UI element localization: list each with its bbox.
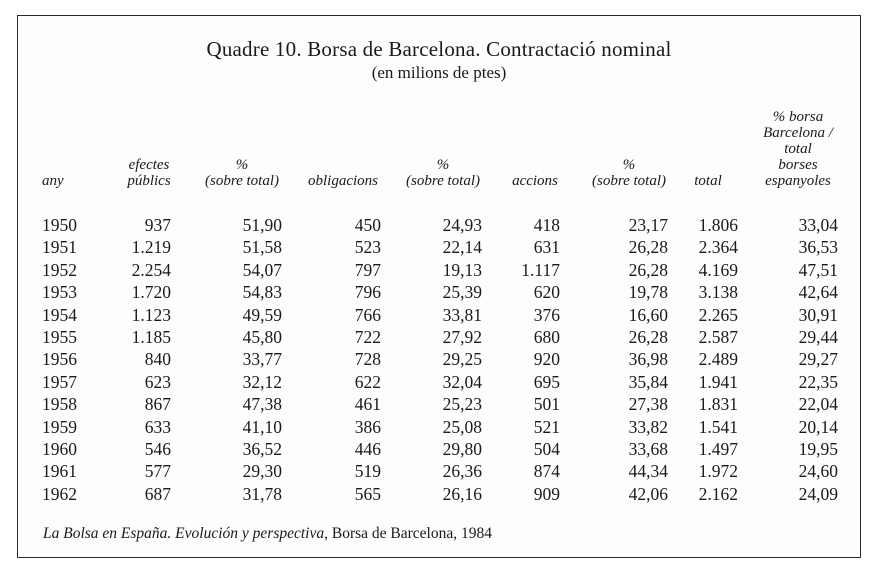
row-year: 1961 [42, 461, 77, 482]
row-year: 1954 [42, 304, 77, 325]
cell-obligacions: 386 [354, 416, 381, 437]
cell-efectes: 2.254 [131, 259, 171, 280]
cell-pct_borsa: 24,60 [798, 461, 838, 482]
cell-pct_accions: 16,60 [628, 304, 668, 325]
cell-obligacions: 523 [354, 237, 381, 258]
cell-pct_obligacions: 29,25 [442, 349, 482, 370]
cell-efectes: 867 [144, 394, 171, 415]
header-pct_efectes: % (sobre total) [204, 157, 280, 189]
cell-obligacions: 450 [354, 215, 381, 235]
cell-obligacions: 565 [354, 483, 381, 504]
cell-efectes: 633 [144, 416, 171, 437]
row-year: 1962 [42, 483, 77, 504]
cell-pct_efectes: 49,59 [242, 304, 282, 325]
cell-pct_obligacions: 26,16 [442, 483, 482, 504]
cell-obligacions: 446 [354, 439, 381, 459]
cell-accions: 504 [533, 439, 560, 459]
header-efectes: efectes públics [127, 157, 171, 189]
cell-total: 2.162 [698, 483, 738, 504]
cell-pct_borsa: 22,04 [798, 394, 838, 415]
cell-obligacions: 622 [354, 371, 381, 392]
header-accions: accions [512, 173, 558, 189]
header-pct_borsa: % borsa Barcelona / total borses espanyoles [763, 109, 833, 189]
cell-accions: 1.117 [521, 259, 560, 280]
row-year: 1955 [42, 327, 77, 347]
cell-efectes: 1.219 [131, 237, 171, 258]
table-subtitle: (en milions de ptes) [371, 63, 507, 82]
row-year: 1951 [42, 237, 77, 258]
cell-total: 1.941 [698, 371, 738, 392]
cell-total: 1.831 [698, 394, 738, 415]
source-title: La Bolsa en España. Evolución y perspectiva [43, 525, 325, 542]
cell-efectes: 577 [144, 461, 171, 482]
cell-pct_obligacions: 19,13 [442, 259, 482, 280]
cell-pct_obligacions: 27,92 [442, 327, 482, 347]
cell-efectes: 840 [144, 349, 171, 370]
cell-pct_efectes: 45,80 [242, 327, 282, 347]
cell-total: 2.587 [698, 327, 738, 347]
cell-pct_accions: 33,82 [628, 416, 668, 437]
cell-accions: 920 [533, 349, 560, 370]
cell-efectes: 1.185 [131, 327, 171, 347]
cell-total: 1.541 [698, 416, 738, 437]
row-year: 1960 [42, 439, 77, 459]
cell-pct_borsa: 20,14 [798, 416, 838, 437]
cell-pct_efectes: 54,07 [242, 259, 282, 280]
cell-pct_obligacions: 24,93 [442, 215, 482, 235]
cell-pct_borsa: 24,09 [798, 483, 838, 504]
cell-pct_efectes: 51,90 [242, 215, 282, 235]
cell-efectes: 546 [144, 439, 171, 459]
cell-total: 2.489 [698, 349, 738, 370]
cell-pct_efectes: 47,38 [242, 394, 282, 415]
cell-pct_efectes: 32,12 [242, 371, 282, 392]
cell-obligacions: 461 [354, 394, 381, 415]
row-year: 1952 [42, 259, 77, 280]
cell-pct_accions: 42,06 [628, 483, 668, 504]
cell-pct_borsa: 30,91 [798, 304, 838, 325]
cell-accions: 631 [533, 237, 560, 258]
cell-pct_obligacions: 32,04 [442, 371, 482, 392]
cell-pct_accions: 44,34 [628, 461, 668, 482]
cell-efectes: 623 [144, 371, 171, 392]
cell-accions: 418 [533, 215, 560, 235]
cell-pct_efectes: 33,77 [242, 349, 282, 370]
cell-obligacions: 519 [354, 461, 381, 482]
cell-pct_accions: 26,28 [628, 259, 668, 280]
cell-accions: 620 [533, 282, 560, 303]
cell-pct_obligacions: 26,36 [442, 461, 482, 482]
header-any: any [42, 173, 64, 189]
cell-pct_obligacions: 25,08 [442, 416, 482, 437]
cell-efectes: 687 [144, 483, 171, 504]
cell-accions: 874 [533, 461, 560, 482]
cell-pct_efectes: 31,78 [242, 483, 282, 504]
cell-accions: 909 [533, 483, 560, 504]
cell-pct_obligacions: 22,14 [442, 237, 482, 258]
cell-accions: 501 [533, 394, 560, 415]
header-pct_obligacions: % (sobre total) [405, 157, 481, 189]
cell-accions: 680 [533, 327, 560, 347]
table-frame [17, 15, 861, 558]
table-title: Quadre 10. Borsa de Barcelona. Contractació nominal [206, 37, 672, 61]
cell-accions: 376 [533, 304, 560, 325]
header-obligacions: obligacions [308, 173, 378, 189]
cell-pct_accions: 23,17 [628, 215, 668, 235]
cell-pct_borsa: 47,51 [798, 259, 838, 280]
cell-total: 1.972 [698, 461, 738, 482]
cell-obligacions: 797 [354, 259, 381, 280]
cell-pct_borsa: 42,64 [798, 282, 838, 303]
cell-pct_accions: 35,84 [628, 371, 668, 392]
cell-total: 4.169 [698, 259, 738, 280]
cell-pct_borsa: 29,44 [798, 327, 838, 347]
cell-pct_efectes: 54,83 [242, 282, 282, 303]
cell-pct_accions: 19,78 [628, 282, 668, 303]
cell-obligacions: 722 [354, 327, 381, 347]
row-year: 1958 [42, 394, 77, 415]
cell-pct_borsa: 19,95 [798, 439, 838, 459]
row-year: 1956 [42, 349, 77, 370]
cell-pct_accions: 33,68 [628, 439, 668, 459]
source-publisher: , Borsa de Barcelona, 1984 [324, 525, 492, 542]
cell-total: 2.364 [698, 237, 738, 258]
cell-accions: 521 [533, 416, 560, 437]
header-pct_accions: % (sobre total) [591, 157, 667, 189]
header-total: total [694, 173, 722, 189]
cell-pct_borsa: 22,35 [798, 371, 838, 392]
cell-obligacions: 766 [354, 304, 381, 325]
cell-pct_obligacions: 29,80 [442, 439, 482, 459]
row-year: 1957 [42, 371, 77, 392]
cell-efectes: 937 [144, 215, 171, 235]
cell-pct_obligacions: 25,39 [442, 282, 482, 303]
cell-pct_obligacions: 33,81 [442, 304, 482, 325]
source-citation [43, 525, 492, 543]
cell-obligacions: 728 [354, 349, 381, 370]
cell-pct_accions: 26,28 [628, 237, 668, 258]
cell-pct_borsa: 29,27 [798, 349, 838, 370]
cell-pct_efectes: 36,52 [242, 439, 282, 459]
row-year: 1950 [42, 215, 77, 235]
cell-pct_accions: 36,98 [628, 349, 668, 370]
cell-efectes: 1.720 [131, 282, 171, 303]
cell-pct_efectes: 41,10 [242, 416, 282, 437]
cell-total: 1.497 [698, 439, 738, 459]
cell-total: 3.138 [698, 282, 738, 303]
cell-pct_borsa: 36,53 [798, 237, 838, 258]
cell-pct_obligacions: 25,23 [442, 394, 482, 415]
cell-pct_efectes: 29,30 [242, 461, 282, 482]
row-year: 1953 [42, 282, 77, 303]
cell-pct_efectes: 51,58 [242, 237, 282, 258]
cell-pct_accions: 26,28 [628, 327, 668, 347]
row-year: 1959 [42, 416, 77, 437]
cell-pct_accions: 27,38 [628, 394, 668, 415]
cell-total: 2.265 [698, 304, 738, 325]
cell-pct_borsa: 33,04 [798, 215, 838, 235]
cell-accions: 695 [533, 371, 560, 392]
cell-obligacions: 796 [354, 282, 381, 303]
cell-total: 1.806 [698, 215, 738, 235]
cell-efectes: 1.123 [131, 304, 171, 325]
